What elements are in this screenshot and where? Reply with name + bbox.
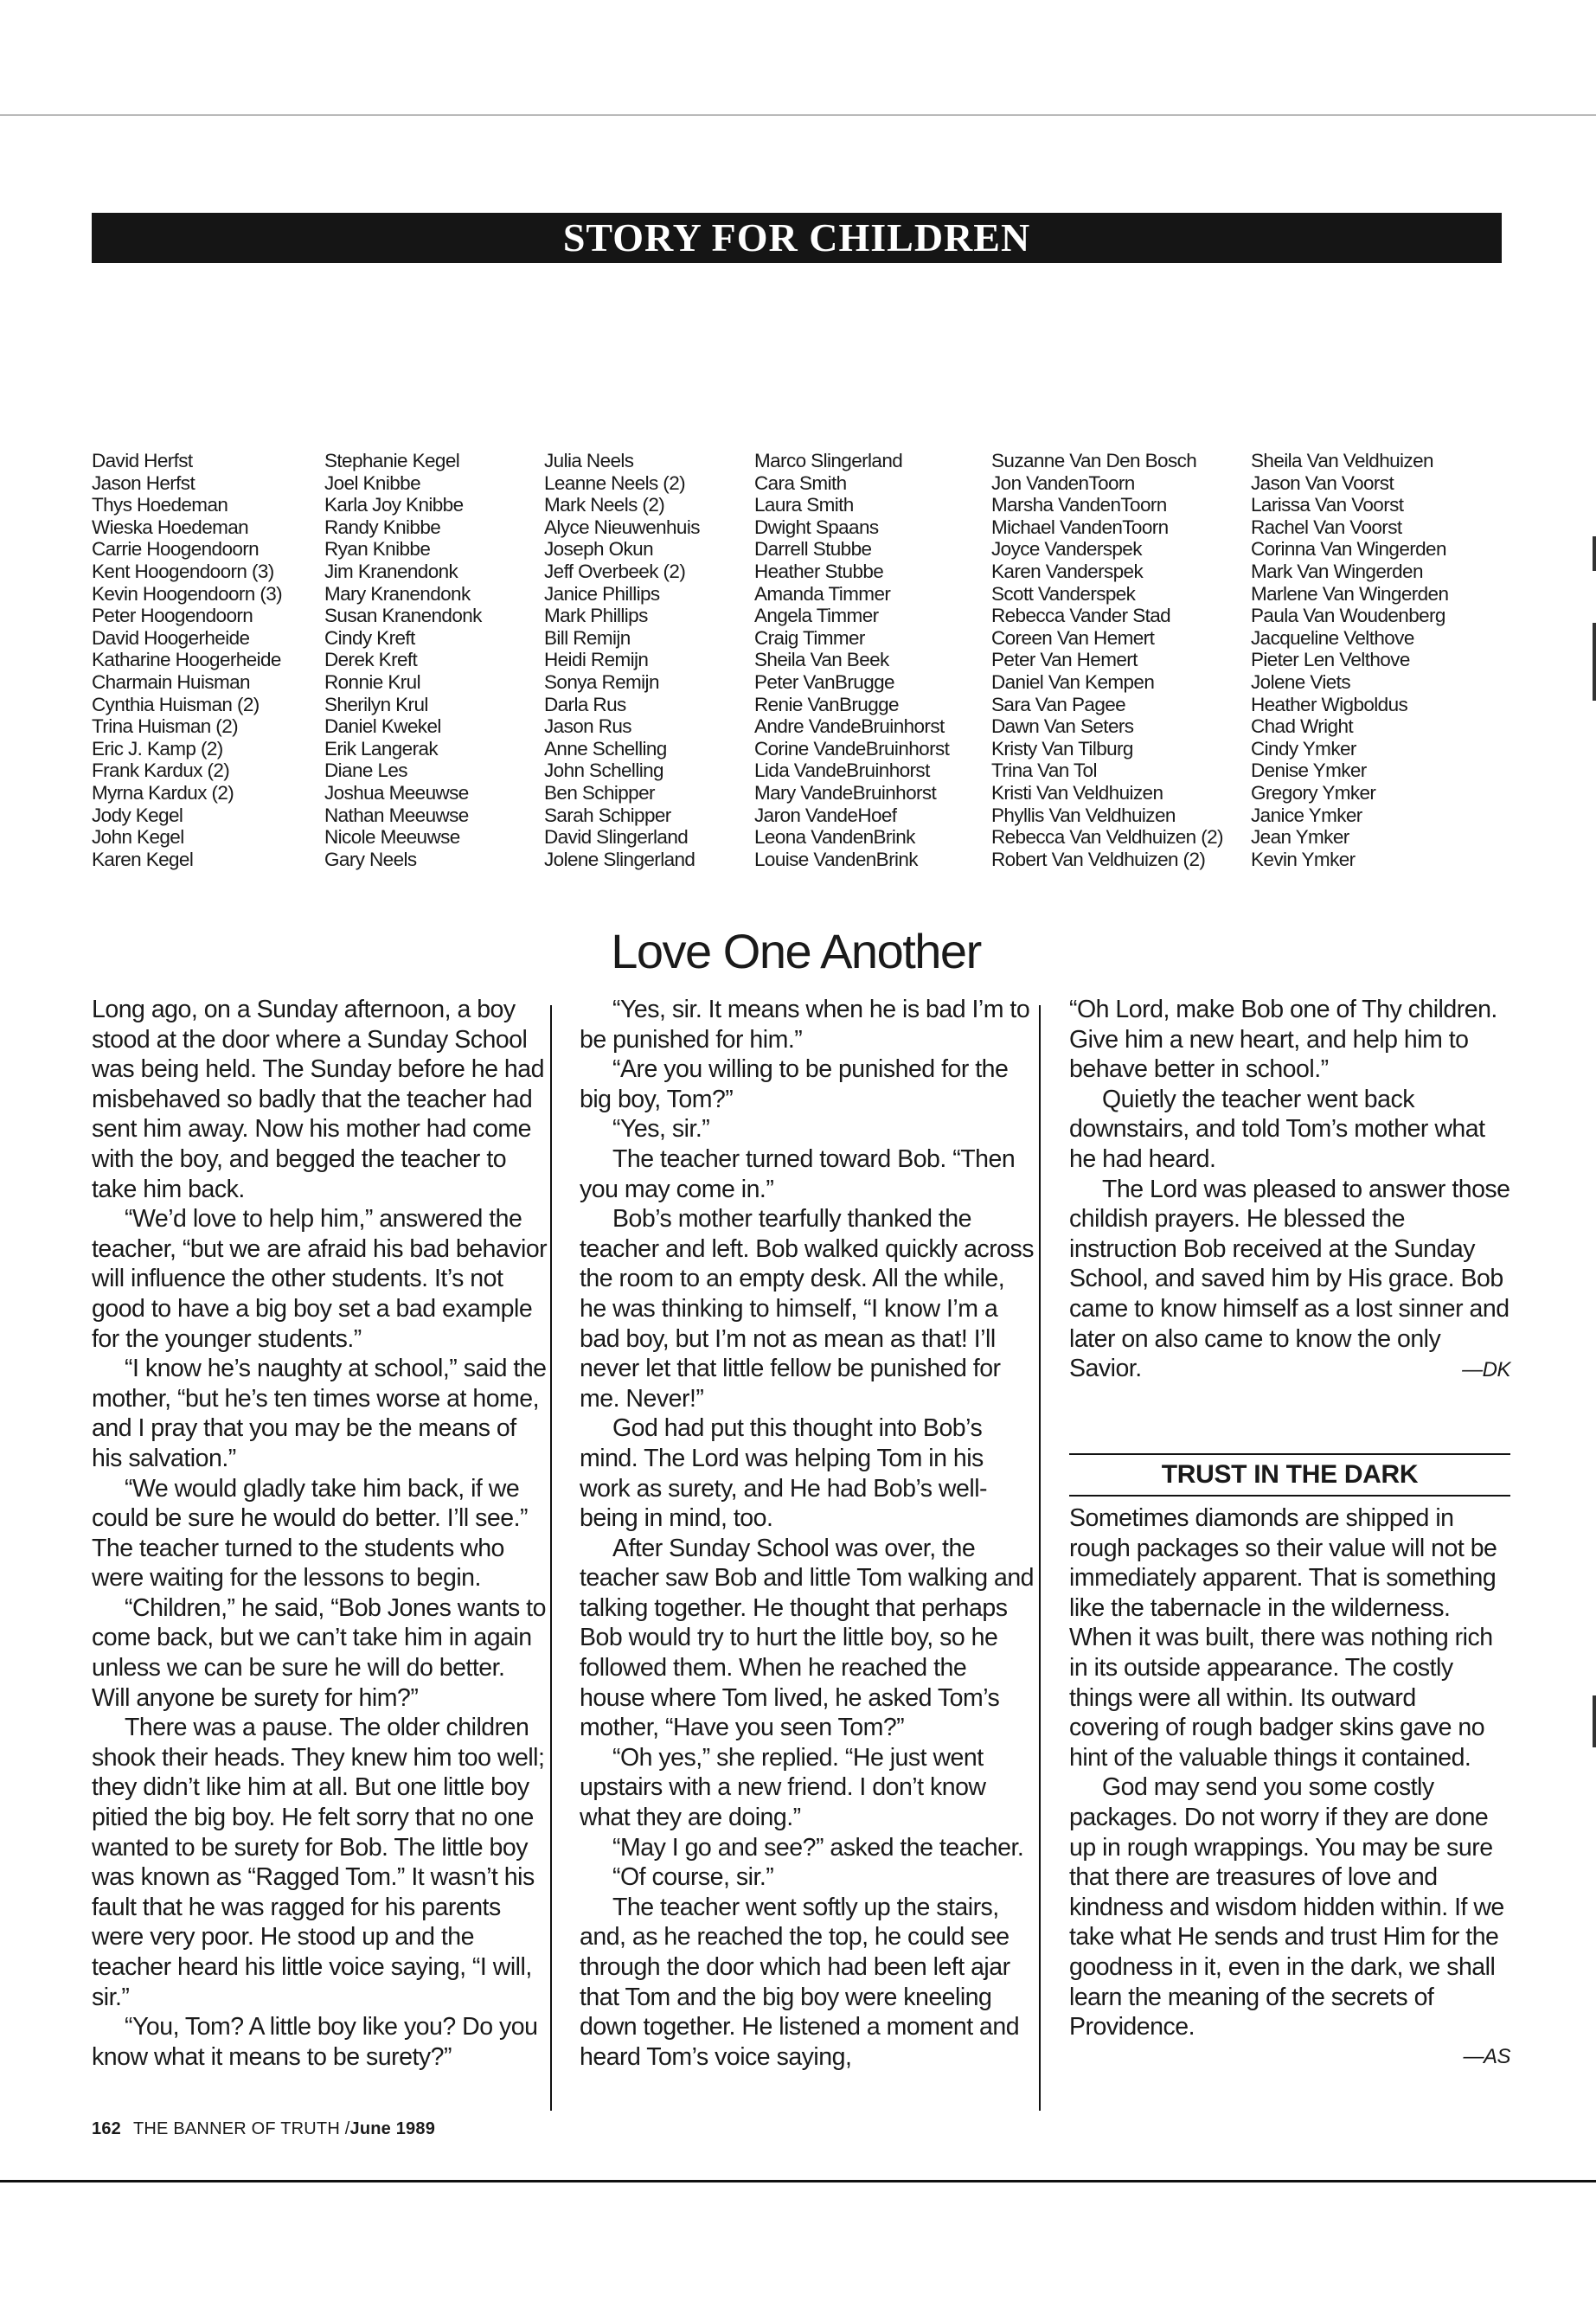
- name-entry: Dawn Van Seters: [991, 715, 1134, 738]
- name-entry: Ryan Knibbe: [324, 538, 431, 561]
- issue-date: June 1989: [349, 2119, 436, 2138]
- name-entry: Cindy Ymker: [1251, 737, 1356, 760]
- name-entry: Janice Ymker: [1251, 804, 1362, 826]
- top-rule: [0, 114, 1596, 116]
- names-column-1: [92, 450, 351, 870]
- bottom-rule: [0, 2180, 1596, 2182]
- name-entry: Joel Knibbe: [324, 471, 420, 494]
- paragraph: Quietly the teacher went back downstairs, and told Tom’s mother what he had heard.: [1069, 1085, 1485, 1173]
- column-divider: [1039, 1005, 1041, 2111]
- name-entry: Leona VandenBrink: [754, 826, 915, 849]
- name-entry: Paula Van Woudenberg: [1251, 605, 1445, 627]
- scan-edge-mark: [1593, 536, 1596, 571]
- names-column-5: [991, 450, 1251, 870]
- name-entry: Mary Kranendonk: [324, 582, 471, 605]
- name-entry: Jody Kegel: [92, 804, 183, 826]
- name-entry: Cindy Kreft: [324, 626, 415, 649]
- scan-edge-mark: [1593, 1695, 1596, 1747]
- name-entry: Jacqueline Velthove: [1251, 626, 1414, 649]
- name-entry: Corinna Van Wingerden: [1251, 538, 1446, 561]
- name-entry: John Kegel: [92, 826, 184, 849]
- story-column-3: [1069, 995, 1510, 1386]
- name-entry: Diane Les: [324, 760, 407, 782]
- name-entry: Marlene Van Wingerden: [1251, 582, 1449, 605]
- name-entry: Derek Kreft: [324, 649, 418, 671]
- name-entry: Kevin Hoogendoorn (3): [92, 582, 283, 605]
- paragraph: The Lord was pleased to answer those childish prayers. He blessed the instruction Bob received at the Sunday School, and saved him by His grace. Bob came to know himself as a lost sinner and later on also came to know the only Savior. —DK: [1069, 1175, 1510, 1384]
- paragraph: “We’d love to help him,” answered the teacher, “but we are afraid his bad behavior will influence the other students. It’s not good to have a big boy set a bad example for the younger students.”: [92, 1205, 548, 1353]
- paragraph: God may send you some costly packages. Do not worry if they are done up in rough wrappings. You may be sure that there are treasures of love and kindness and wisdom hidden within. If we take what He sends and trust Him for the goodness in it, even in the dark, we shall learn the meaning of the secrets of Providence.: [1069, 1773, 1504, 2041]
- name-entry: Angela Timmer: [754, 605, 879, 627]
- name-entry: Pieter Len Velthove: [1251, 649, 1410, 671]
- name-entry: Julia Neels: [544, 450, 634, 471]
- name-entry: Daniel Kwekel: [324, 715, 441, 738]
- paragraph: “Oh Lord, make Bob one of Thy children. Give him a new heart, and help him to behave better in school.”: [1069, 996, 1497, 1084]
- paragraph: “You, Tom? A little boy like you? Do you know what it means to be surety?”: [92, 2013, 538, 2071]
- name-entry: Laura Smith: [754, 494, 854, 516]
- name-entry: Marsha VandenToorn: [991, 494, 1167, 516]
- name-entry: Joseph Okun: [544, 538, 653, 561]
- name-entry: Sheila Van Veldhuizen: [1251, 450, 1433, 471]
- paragraph: “Yes, sir. It means when he is bad I’m to be punished for him.”: [580, 996, 1030, 1054]
- name-entry: John Schelling: [544, 760, 663, 782]
- name-entry: Renie VanBrugge: [754, 693, 899, 715]
- name-entry: Jolene Slingerland: [544, 848, 695, 870]
- name-entry: Mark Neels (2): [544, 494, 665, 516]
- name-entry: Jean Ymker: [1251, 826, 1349, 849]
- paragraph: Long ago, on a Sunday afternoon, a boy stood at the door where a Sunday School was being held. The Sunday before he had misbehaved so badly that the teacher had sent him away. Now his mother had come with the boy, and begged the teacher to take him back.: [92, 996, 544, 1203]
- paragraph: God had put this thought into Bob’s mind. The Lord was helping Tom in his work as surety, and He had Bob’s well-being in mind, too.: [580, 1414, 988, 1533]
- name-entry: David Herfst: [92, 450, 193, 471]
- name-entry: Trina Van Tol: [991, 760, 1097, 782]
- name-entry: Nicole Meeuwse: [324, 826, 460, 849]
- name-entry: Jon VandenToorn: [991, 471, 1135, 494]
- name-entry: Ben Schipper: [544, 781, 655, 804]
- name-entry: Gary Neels: [324, 848, 417, 870]
- trust-article: [1069, 1503, 1510, 2072]
- name-entry: David Slingerland: [544, 826, 689, 849]
- name-entry: Amanda Timmer: [754, 582, 891, 605]
- section-banner: STORY FOR CHILDREN: [92, 213, 1502, 263]
- name-entry: Carrie Hoogendoorn: [92, 538, 260, 561]
- paragraph: Bob’s mother tearfully thanked the teacher and left. Bob walked quickly across the room to an empty desk. All the while, he was thinking to himself, “I know I’m a bad boy, but I’m not as mean as that! I’ll never let that little fellow be punished for me. Never!”: [580, 1205, 1035, 1413]
- name-entry: Heather Wigboldus: [1251, 693, 1408, 715]
- name-entry: Karen Vanderspek: [991, 560, 1144, 582]
- name-entry: Larissa Van Voorst: [1251, 494, 1404, 516]
- paragraph: “Children,” he said, “Bob Jones wants to come back, but we can’t take him in again unless we can be sure he will do better. Will anyone be surety for him?”: [92, 1593, 546, 1712]
- name-entry: Joshua Meeuwse: [324, 781, 469, 804]
- name-entry: Sheila Van Beek: [754, 649, 889, 671]
- paragraph: “Of course, sir.”: [612, 1863, 774, 1892]
- name-entry: Myrna Kardux (2): [92, 781, 234, 804]
- name-entry: Kevin Ymker: [1251, 848, 1356, 870]
- name-entry: Sara Van Pagee: [991, 693, 1126, 715]
- name-entry: Ronnie Krul: [324, 670, 420, 693]
- name-entry: Leanne Neels (2): [544, 471, 686, 494]
- page-footer: [92, 2119, 435, 2139]
- name-entry: Jason Herfst: [92, 471, 195, 494]
- name-entry: Kent Hoogendoorn (3): [92, 560, 274, 582]
- paragraph: The teacher went softly up the stairs, and, as he reached the top, he could see through the door which had been left ajar that Tom and the big boy were kneeling down together. He listened a moment and heard Tom’s voice saying,: [580, 1893, 1020, 2071]
- trust-signature: —AS: [1463, 2044, 1510, 2068]
- column-divider: [550, 1005, 552, 2111]
- story-column-2: [580, 995, 1036, 2072]
- trust-title-rule: [1069, 1495, 1510, 1497]
- trust-top-rule: [1069, 1453, 1510, 1455]
- name-entry: Rebecca Vander Stad: [991, 605, 1171, 627]
- name-entry: Scott Vanderspek: [991, 582, 1136, 605]
- story-signature: —DK: [1462, 1358, 1510, 1382]
- name-entry: Mark Phillips: [544, 605, 648, 627]
- name-entry: Alyce Nieuwenhuis: [544, 516, 700, 538]
- page-number: 162: [92, 2119, 121, 2138]
- paragraph: There was a pause. The older children shook their heads. They knew him too well; they didn’t like him at all. But one little boy pitied the big boy. He felt sorry that no one wanted to be surety for Bob. The little boy was known as “Ragged Tom.” It wasn’t his fault that he was ragged for his parents were very poor. He stood up and the teacher heard his little voice saying, “I will, sir.”: [92, 1714, 545, 2011]
- name-entry: Jaron VandeHoef: [754, 804, 897, 826]
- name-entry: David Hoogerheide: [92, 626, 250, 649]
- name-entry: Daniel Van Kempen: [991, 670, 1155, 693]
- publication-name: THE BANNER OF TRUTH /: [132, 2119, 350, 2138]
- name-entry: Bill Remijn: [544, 626, 631, 649]
- name-entry: Anne Schelling: [544, 737, 667, 760]
- name-entry: Dwight Spaans: [754, 516, 879, 538]
- paragraph: After Sunday School was over, the teacher saw Bob and little Tom walking and talking together. He thought that perhaps Bob would try to hurt the little boy, so he followed them. When he reached the house where Tom lived, he asked Tom’s mother, “Have you seen Tom?”: [580, 1534, 1035, 1742]
- name-entry: Michael VandenToorn: [991, 516, 1169, 538]
- name-entry: Frank Kardux (2): [92, 760, 230, 782]
- paragraph: “We would gladly take him back, if we could be sure he would do better. I’ll see.” The teacher turned to the students who were waiting for the lessons to begin.: [92, 1474, 528, 1593]
- name-entry: Nathan Meeuwse: [324, 804, 469, 826]
- name-entry: Lida VandeBruinhorst: [754, 760, 930, 782]
- name-entry: Darrell Stubbe: [754, 538, 872, 561]
- name-entry: Erik Langerak: [324, 737, 439, 760]
- paragraph: “I know he’s naughty at school,” said the mother, “but he’s ten times worse at home, and I pray that you may be the means of his salvation.”: [92, 1355, 547, 1472]
- name-entry: Charmain Huisman: [92, 670, 250, 693]
- name-entry: Sherilyn Krul: [324, 693, 428, 715]
- name-entry: Peter Hoogendoorn: [92, 605, 253, 627]
- name-entry: Sarah Schipper: [544, 804, 671, 826]
- name-entry: Darla Rus: [544, 693, 626, 715]
- name-entry: Thys Hoedeman: [92, 494, 228, 516]
- name-entry: Mark Van Wingerden: [1251, 560, 1423, 582]
- name-entry: Stephanie Kegel: [324, 450, 460, 471]
- names-column-4: [754, 450, 1014, 870]
- names-column-6: [1251, 450, 1510, 870]
- name-entry: Marco Slingerland: [754, 450, 903, 471]
- name-entry: Corine VandeBruinhorst: [754, 737, 950, 760]
- name-entry: Jim Kranendonk: [324, 560, 458, 582]
- name-entry: Eric J. Kamp (2): [92, 737, 223, 760]
- name-entry: Randy Knibbe: [324, 516, 441, 538]
- name-entry: Heidi Remijn: [544, 649, 649, 671]
- name-entry: Joyce Vanderspek: [991, 538, 1142, 561]
- scan-edge-mark: [1593, 623, 1596, 701]
- name-entry: Robert Van Veldhuizen (2): [991, 848, 1206, 870]
- name-entry: Heather Stubbe: [754, 560, 884, 582]
- name-entry: Jeff Overbeek (2): [544, 560, 686, 582]
- name-entry: Katharine Hoogerheide: [92, 649, 281, 671]
- name-entry: Denise Ymker: [1251, 760, 1367, 782]
- name-entry: Kristy Van Tilburg: [991, 737, 1133, 760]
- name-entry: Karen Kegel: [92, 848, 194, 870]
- paragraph: “Oh yes,” she replied. “He just went upstairs with a new friend. I don’t know what they are doing.”: [580, 1743, 986, 1832]
- name-entry: Jason Rus: [544, 715, 631, 738]
- paragraph: “May I go and see?” asked the teacher.: [612, 1833, 1024, 1862]
- name-entry: Peter VanBrugge: [754, 670, 894, 693]
- name-entry: Jolene Viets: [1251, 670, 1350, 693]
- name-entry: Suzanne Van Den Bosch: [991, 450, 1197, 471]
- name-entry: Coreen Van Hemert: [991, 626, 1155, 649]
- name-entry: Andre VandeBruinhorst: [754, 715, 945, 738]
- name-entry: Mary VandeBruinhorst: [754, 781, 937, 804]
- name-entry: Susan Kranendonk: [324, 605, 482, 627]
- name-entry: Sonya Remijn: [544, 670, 659, 693]
- trust-title: TRUST IN THE DARK: [1161, 1460, 1419, 1489]
- paragraph: Sometimes diamonds are shipped in rough packages so their value will not be immediately apparent. That is something like the tabernacle in the wilderness. When it was built, there was nothing rich in its outside appearance. The costly things were all within. Its outward covering of rough badger skins gave no hint of the valuable things it contained.: [1069, 1504, 1497, 1772]
- name-entry: Rachel Van Voorst: [1251, 516, 1402, 538]
- name-entry: Peter Van Hemert: [991, 649, 1138, 671]
- name-entry: Karla Joy Knibbe: [324, 494, 464, 516]
- name-entry: Wieska Hoedeman: [92, 516, 249, 538]
- name-entry: Chad Wright: [1251, 715, 1354, 738]
- name-entry: Jason Van Voorst: [1251, 471, 1394, 494]
- name-entry: Janice Phillips: [544, 582, 660, 605]
- name-entry: Rebecca Van Veldhuizen (2): [991, 826, 1223, 849]
- name-entry: Craig Timmer: [754, 626, 865, 649]
- name-entry: Trina Huisman (2): [92, 715, 239, 738]
- name-entry: Kristi Van Veldhuizen: [991, 781, 1163, 804]
- name-entry: Gregory Ymker: [1251, 781, 1376, 804]
- paragraph: The teacher turned toward Bob. “Then you may come in.”: [580, 1144, 1016, 1203]
- name-entry: Cynthia Huisman (2): [92, 693, 260, 715]
- story-title: Love One Another: [611, 924, 981, 978]
- name-entry: Cara Smith: [754, 471, 847, 494]
- paragraph: “Yes, sir.”: [612, 1115, 710, 1144]
- story-column-1: [92, 995, 548, 2072]
- name-entry: Phyllis Van Veldhuizen: [991, 804, 1176, 826]
- paragraph: “Are you willing to be punished for the big boy, Tom?”: [580, 1055, 1009, 1113]
- name-entry: Louise VandenBrink: [754, 848, 918, 870]
